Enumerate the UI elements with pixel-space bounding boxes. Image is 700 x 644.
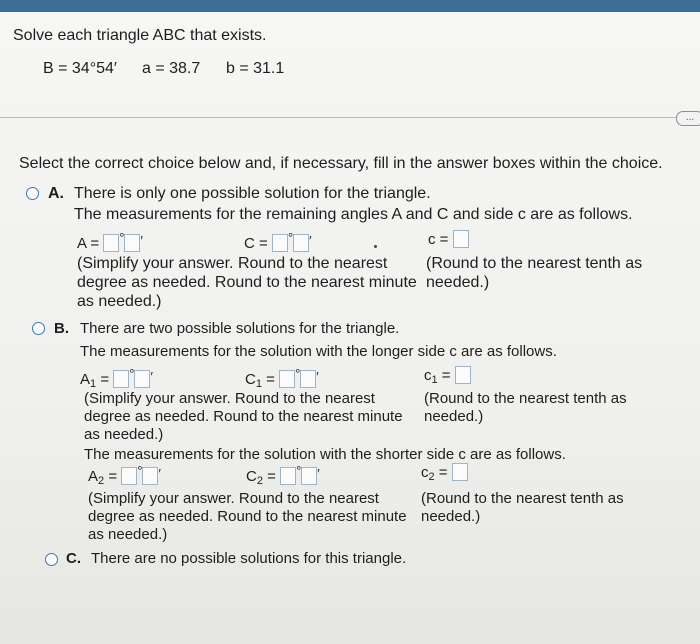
degree-symbol: °	[129, 366, 135, 381]
angle-a1-label: A	[80, 371, 91, 388]
option-a-letter: A.	[48, 185, 64, 202]
equals-sign: =	[267, 468, 276, 485]
option-b-angle-note1-line1: (Simplify your answer. Round to the nearest	[84, 390, 375, 407]
degree-symbol: °	[137, 463, 143, 478]
side-c1-input[interactable]	[455, 366, 471, 384]
angle-c-minutes-input[interactable]	[293, 233, 312, 252]
more-button[interactable]: ...	[676, 111, 700, 126]
option-a-radio[interactable]	[26, 187, 39, 200]
degree-symbol: °	[295, 366, 301, 381]
equals-sign: =	[438, 464, 448, 481]
angle-a2-degrees-input[interactable]	[121, 467, 137, 485]
equals-sign: =	[266, 371, 275, 388]
option-b-side-c2-row	[421, 463, 468, 483]
equals-sign: =	[108, 468, 118, 485]
angle-c2-degrees-input[interactable]	[280, 467, 296, 485]
question-instruction: Solve each triangle ABC that exists.	[13, 27, 267, 44]
option-a-side-c-row	[428, 230, 469, 248]
option-b-subtext-longer: The measurements for the solution with the longer side c are as follows.	[80, 343, 557, 360]
angle-a2-label: A	[88, 468, 99, 485]
angle-a1-minutes-input[interactable]	[134, 369, 153, 388]
minute-symbol: ′	[309, 233, 312, 248]
option-a-angle-note-line1: (Simplify your answer. Round to the nearest	[77, 255, 388, 272]
minute-symbol: ′	[317, 466, 320, 481]
option-b-angle-note2-line2: degree as needed. Round to the nearest minute	[88, 508, 407, 525]
given-side-b: b = 31.1	[226, 60, 285, 77]
subscript-2: 2	[98, 475, 105, 487]
option-b-angle-c2-row	[246, 463, 320, 487]
given-side-a: a = 38.7	[142, 60, 201, 77]
degree-symbol: °	[287, 230, 294, 245]
subscript-1: 1	[90, 378, 97, 390]
side-c2-input[interactable]	[452, 463, 468, 481]
option-a-side-note-line1: (Round to the nearest tenth as	[426, 255, 643, 272]
minute-symbol: ′	[150, 369, 153, 384]
stray-dot	[374, 245, 377, 248]
minute-symbol: ′	[140, 233, 143, 248]
side-c-label: c =	[428, 231, 449, 248]
option-b-subtext-shorter: The measurements for the solution with the shorter side c are as follows.	[84, 446, 566, 463]
degree-symbol: °	[119, 230, 125, 245]
angle-c-degrees-input[interactable]	[272, 234, 288, 252]
option-b-side-note2-line1: (Round to the nearest tenth as	[421, 490, 624, 507]
option-c-radio[interactable]	[45, 553, 58, 566]
choice-prompt: Select the correct choice below and, if necessary, fill in the answer boxes within the choice.	[19, 155, 663, 172]
subscript-2: 2	[256, 475, 263, 487]
subscript-1: 1	[255, 378, 262, 390]
option-b-side-note1-line2: needed.)	[424, 408, 484, 425]
option-b-angle-note1-line2: degree as needed. Round to the nearest minute	[84, 408, 403, 425]
equals-sign: =	[100, 371, 110, 388]
given-angle-b: B = 34°54′	[43, 60, 117, 77]
angle-c1-minutes-input[interactable]	[300, 369, 319, 388]
subscript-1: 1	[431, 374, 438, 386]
top-bar	[0, 0, 700, 12]
option-b-side-c1-row	[424, 366, 471, 386]
option-b-letter: B.	[54, 320, 69, 337]
angle-a-minutes-input[interactable]	[124, 233, 143, 252]
option-b-angle-a1-row	[80, 366, 153, 390]
angle-c1-degrees-input[interactable]	[279, 370, 295, 388]
equals-sign: =	[441, 367, 451, 384]
angle-c-label: C =	[244, 235, 268, 252]
angle-c1-label: C	[245, 371, 256, 388]
option-a-text[interactable]: There is only one possible solution for the triangle.	[74, 185, 431, 202]
side-c2-label: c	[421, 464, 429, 481]
option-c-text[interactable]: There are no possible solutions for this triangle.	[91, 550, 407, 567]
subscript-2: 2	[428, 471, 435, 483]
option-b-text[interactable]: There are two possible solutions for the triangle.	[80, 320, 400, 337]
angle-c2-minutes-input[interactable]	[301, 466, 320, 485]
angle-c2-label: C	[246, 468, 257, 485]
minute-symbol: ′	[316, 369, 319, 384]
option-a-angle-a-row	[77, 230, 143, 252]
minute-symbol: ′	[158, 466, 161, 481]
angle-a-degrees-input[interactable]	[103, 234, 119, 252]
option-b-angle-note1-line3: as needed.)	[84, 426, 164, 443]
side-c-input[interactable]	[453, 230, 469, 248]
section-divider	[0, 117, 676, 118]
option-a-angle-c-row	[244, 230, 312, 252]
angle-a-label: A =	[77, 235, 100, 252]
option-c-letter: C.	[66, 550, 81, 567]
option-a-subtext: The measurements for the remaining angles A and C and side c are as follows.	[74, 206, 633, 223]
angle-a2-minutes-input[interactable]	[142, 466, 161, 485]
option-a-side-note-line2: needed.)	[426, 274, 490, 291]
option-a-angle-note-line2: degree as needed. Round to the nearest minute	[77, 274, 417, 291]
option-b-angle-a2-row	[88, 463, 161, 487]
option-b-radio[interactable]	[32, 322, 45, 335]
side-c1-label: c	[424, 367, 432, 384]
option-a-angle-note-line3: as needed.)	[77, 293, 162, 310]
option-b-angle-note2-line3: as needed.)	[88, 526, 168, 543]
option-b-angle-c1-row	[245, 366, 319, 390]
angle-a1-degrees-input[interactable]	[113, 370, 129, 388]
option-b-side-note1-line1: (Round to the nearest tenth as	[424, 390, 627, 407]
option-b-side-note2-line2: needed.)	[421, 508, 481, 525]
degree-symbol: °	[296, 463, 302, 478]
option-b-angle-note2-line1: (Simplify your answer. Round to the nearest	[88, 490, 379, 507]
